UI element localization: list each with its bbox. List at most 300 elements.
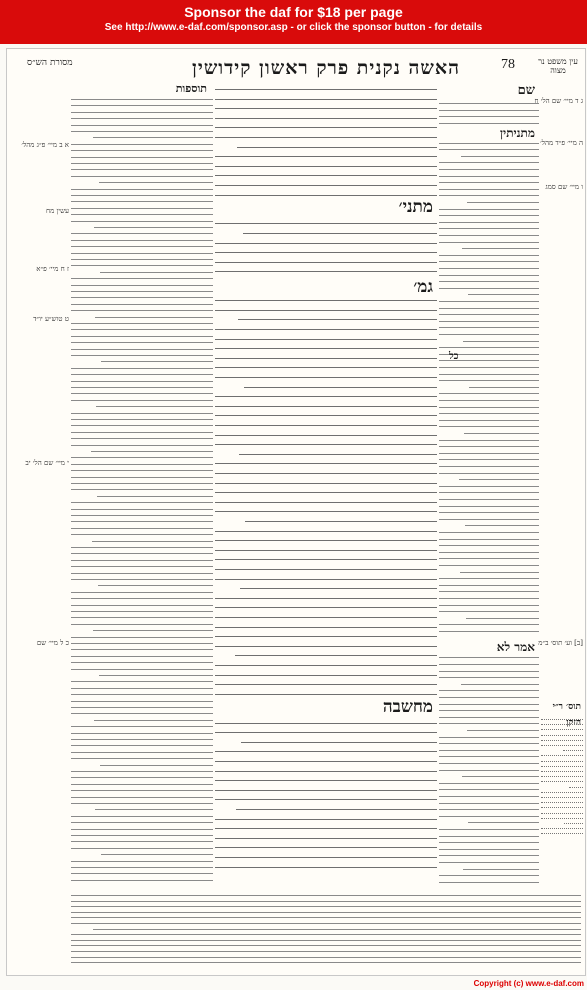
copyright-notice[interactable]: Copyright (c) www.e-daf.com (473, 979, 584, 988)
text-line (71, 547, 213, 548)
text-line (439, 116, 539, 117)
text-line (215, 367, 437, 368)
text-line (215, 137, 437, 138)
text-line (439, 261, 539, 262)
text-line (541, 761, 583, 762)
text-line (95, 317, 213, 318)
text-line (468, 822, 539, 823)
text-line (541, 797, 583, 798)
text-line (71, 246, 213, 247)
ein-mishpat-label: מסורת הש״ס (27, 58, 73, 68)
sponsor-title[interactable]: Sponsor the daf for $18 per page (184, 4, 403, 20)
text-line (439, 704, 539, 705)
text-line (541, 833, 583, 834)
text-line (439, 677, 539, 678)
text-line (439, 624, 539, 625)
text-line (215, 348, 437, 349)
text-line (439, 222, 539, 223)
text-line (215, 540, 437, 541)
text-line (215, 819, 437, 820)
text-line (215, 127, 437, 128)
sponsor-banner[interactable] (0, 0, 587, 44)
text-line (439, 321, 539, 322)
text-line (71, 560, 213, 561)
text-line (439, 268, 539, 269)
text-line (461, 156, 539, 157)
text-line (215, 694, 437, 695)
text-line (71, 901, 581, 902)
text-line (467, 202, 539, 203)
text-line (71, 169, 213, 170)
text-line (71, 688, 213, 689)
margin-note: כ ל מיי׳ שם (36, 639, 69, 647)
text-line (439, 710, 539, 711)
text-line (215, 358, 437, 359)
text-line (439, 492, 539, 493)
text-line (541, 792, 583, 793)
text-line (215, 444, 437, 445)
text-line (439, 426, 539, 427)
text-line (439, 552, 539, 553)
text-line (541, 745, 583, 746)
text-line (71, 803, 213, 804)
text-line (101, 854, 213, 855)
text-line (93, 630, 213, 631)
text-line (71, 342, 213, 343)
thought-heading: מחשבה (382, 697, 433, 717)
text-line (439, 380, 539, 381)
text-line (215, 857, 437, 858)
text-line (215, 175, 437, 176)
text-line (215, 761, 437, 762)
text-line (215, 780, 437, 781)
right-mishnah-heading: מתניתין (499, 126, 535, 140)
text-line (439, 539, 539, 540)
text-line (439, 486, 539, 487)
text-line (71, 502, 213, 503)
text-line (71, 195, 213, 196)
margin-note: ט טוש״ע יו״ד (33, 315, 69, 323)
text-line (541, 771, 583, 772)
text-line (439, 149, 539, 150)
text-line (541, 724, 583, 725)
text-line (439, 829, 539, 830)
text-line (98, 585, 213, 586)
text-line (215, 579, 437, 580)
text-line (215, 492, 437, 493)
text-line (71, 566, 213, 567)
text-line (541, 781, 583, 782)
text-line (541, 828, 583, 829)
text-line (71, 368, 213, 369)
text-line (439, 862, 539, 863)
text-line (71, 144, 213, 145)
text-line (71, 592, 213, 593)
text-line (71, 707, 213, 708)
text-line (439, 631, 539, 632)
text-line (71, 400, 213, 401)
text-line (215, 607, 437, 608)
text-line (71, 777, 213, 778)
text-line (241, 742, 437, 743)
text-line (71, 790, 213, 791)
text-line (71, 304, 213, 305)
text-line (71, 912, 581, 913)
text-line (71, 681, 213, 682)
text-line (71, 125, 213, 126)
rashi-heading: שם (517, 83, 535, 98)
text-line (439, 209, 539, 210)
text-line (215, 339, 437, 340)
text-line (215, 108, 437, 109)
text-line (71, 208, 213, 209)
text-line (71, 387, 213, 388)
text-line (564, 823, 583, 824)
text-line (439, 228, 539, 229)
text-line (215, 569, 437, 570)
text-line (215, 636, 437, 637)
text-line (71, 483, 213, 484)
text-line (215, 435, 437, 436)
text-line (215, 511, 437, 512)
text-line (240, 588, 437, 589)
text-line (71, 822, 213, 823)
text-line (71, 285, 213, 286)
text-line (245, 521, 437, 522)
text-line (439, 611, 539, 612)
text-line (439, 334, 539, 335)
text-line (459, 479, 539, 480)
text-line (99, 182, 213, 183)
text-line (439, 842, 539, 843)
text-line (462, 776, 539, 777)
text-line (71, 374, 213, 375)
text-line (215, 684, 437, 685)
text-line (71, 509, 213, 510)
right-margin-column (534, 79, 583, 839)
text-line (238, 319, 437, 320)
text-line (215, 751, 437, 752)
text-line (215, 396, 437, 397)
text-line (439, 697, 539, 698)
text-line (215, 89, 437, 90)
text-line (71, 253, 213, 254)
text-line (541, 807, 583, 808)
text-line (71, 457, 213, 458)
text-line (215, 531, 437, 532)
text-line (215, 118, 437, 119)
text-line (71, 771, 213, 772)
talmud-page (6, 48, 586, 976)
text-line (215, 166, 437, 167)
text-line (215, 463, 437, 464)
text-line (93, 137, 213, 138)
text-line (464, 433, 539, 434)
text-line (439, 215, 539, 216)
text-line (71, 917, 581, 918)
text-line (239, 454, 437, 455)
text-line (71, 758, 213, 759)
text-line (71, 579, 213, 580)
text-line (71, 381, 213, 382)
text-line (460, 572, 539, 573)
text-line (243, 233, 437, 234)
text-line (439, 743, 539, 744)
text-line (71, 489, 213, 490)
text-line (92, 541, 213, 542)
text-line (71, 221, 213, 222)
gemara-heading: גמ׳ (413, 277, 433, 297)
text-line (94, 720, 213, 721)
text-line (71, 784, 213, 785)
text-line (439, 519, 539, 520)
text-line (439, 849, 539, 850)
text-line (93, 929, 581, 930)
text-line (71, 637, 213, 638)
text-line (569, 787, 583, 788)
text-line (71, 598, 213, 599)
text-line (71, 515, 213, 516)
text-line (468, 294, 539, 295)
text-line (215, 790, 437, 791)
text-line (71, 393, 213, 394)
text-line (439, 532, 539, 533)
text-line (91, 451, 213, 452)
text-line (439, 314, 539, 315)
text-line (215, 675, 437, 676)
text-line (215, 627, 437, 628)
text-line (541, 813, 583, 814)
page-title: האשה נקנית פרק ראשון קידושין (192, 57, 461, 79)
text-line (71, 329, 213, 330)
text-line (541, 818, 583, 819)
text-line (439, 308, 539, 309)
text-line (71, 553, 213, 554)
text-line (439, 545, 539, 546)
text-line (439, 393, 539, 394)
text-line (541, 755, 583, 756)
text-line (439, 301, 539, 302)
text-line (236, 809, 437, 810)
text-line (469, 387, 539, 388)
text-line (439, 737, 539, 738)
text-line (439, 565, 539, 566)
text-line (215, 502, 437, 503)
text-line (439, 598, 539, 599)
text-line (439, 789, 539, 790)
text-line (439, 162, 539, 163)
text-line (215, 156, 437, 157)
text-line (439, 585, 539, 586)
text-line (215, 310, 437, 311)
text-line (71, 797, 213, 798)
text-line (439, 803, 539, 804)
text-line (101, 361, 213, 362)
text-line (215, 799, 437, 800)
text-line (215, 271, 437, 272)
text-line (463, 341, 539, 342)
text-line (215, 598, 437, 599)
kol-label: כל (449, 351, 459, 362)
text-line (439, 281, 539, 282)
text-line (71, 278, 213, 279)
text-line (71, 867, 213, 868)
text-line (439, 195, 539, 196)
text-line (439, 690, 539, 691)
text-line (215, 828, 437, 829)
text-line (71, 201, 213, 202)
text-line (71, 895, 581, 896)
text-line (439, 809, 539, 810)
text-line (71, 163, 213, 164)
text-line (71, 355, 213, 356)
margin-note: עשין מח (45, 207, 69, 215)
text-line (439, 123, 539, 124)
text-line (439, 420, 539, 421)
text-line (71, 662, 213, 663)
text-line (463, 869, 539, 870)
text-line (71, 752, 213, 753)
text-line (439, 855, 539, 856)
text-line (439, 783, 539, 784)
text-line (71, 470, 213, 471)
text-line (439, 103, 539, 104)
mishnah-heading: מתני׳ (398, 197, 433, 217)
text-line (71, 528, 213, 529)
text-line (71, 617, 213, 618)
text-line (215, 473, 437, 474)
text-line (466, 618, 539, 619)
text-line (215, 847, 437, 848)
text-line (71, 176, 213, 177)
text-line (71, 739, 213, 740)
text-line (439, 288, 539, 289)
text-line (439, 796, 539, 797)
text-line (94, 227, 213, 228)
tosafot-column (71, 79, 213, 889)
text-line (439, 440, 539, 441)
text-line (215, 617, 437, 618)
text-line (71, 873, 213, 874)
tosafot-heading: תוספות (175, 82, 207, 95)
text-line (215, 867, 437, 868)
text-line (71, 150, 213, 151)
margin-note: [ב] וע׳ תוס׳ ב״מ (538, 639, 583, 647)
text-line (439, 770, 539, 771)
text-line (215, 559, 437, 560)
text-line (71, 940, 581, 941)
text-line (71, 611, 213, 612)
margin-note: ו מיי׳ שם סמג (545, 183, 583, 191)
text-line (439, 578, 539, 579)
text-line (465, 525, 539, 526)
text-line (439, 717, 539, 718)
text-line (71, 643, 213, 644)
text-line (71, 157, 213, 158)
text-line (462, 248, 539, 249)
text-line (71, 861, 213, 862)
text-line (541, 719, 583, 720)
right-margin-label: עין משפט נר מצוה (538, 57, 578, 75)
text-line (71, 605, 213, 606)
text-line (439, 605, 539, 606)
text-line (215, 195, 437, 196)
text-line (215, 377, 437, 378)
page-number: 78 (501, 57, 515, 72)
text-line (439, 143, 539, 144)
text-line (215, 732, 437, 733)
text-line (215, 99, 437, 100)
text-line (215, 329, 437, 330)
text-line (71, 432, 213, 433)
text-line (71, 951, 581, 952)
text-line (71, 189, 213, 190)
text-line (439, 750, 539, 751)
text-line (71, 323, 213, 324)
text-line (215, 185, 437, 186)
text-line (467, 730, 539, 731)
text-line (439, 374, 539, 375)
text-line (100, 272, 213, 273)
text-line (439, 400, 539, 401)
text-line (439, 242, 539, 243)
text-line (71, 841, 213, 842)
text-line (95, 809, 213, 810)
footnotes-block (71, 891, 581, 971)
text-line (215, 262, 437, 263)
text-line (439, 189, 539, 190)
text-line (439, 763, 539, 764)
text-line (71, 880, 213, 881)
text-line (71, 310, 213, 311)
text-line (439, 367, 539, 368)
text-line (439, 756, 539, 757)
gemara-column (215, 79, 437, 879)
margin-note: ג ד מיי׳ שם הל׳ ח (534, 97, 583, 105)
text-line (71, 233, 213, 234)
text-line (71, 438, 213, 439)
text-line (215, 300, 437, 301)
text-line (71, 733, 213, 734)
text-line (439, 882, 539, 883)
text-line (439, 671, 539, 672)
text-line (71, 265, 213, 266)
text-line (439, 453, 539, 454)
text-line (439, 499, 539, 500)
text-line (71, 745, 213, 746)
text-line (439, 235, 539, 236)
text-line (71, 477, 213, 478)
sponsor-link[interactable]: See http://www.e-daf.com/sponsor.asp - or click the sponsor button - for details (104, 22, 483, 33)
text-line (439, 836, 539, 837)
text-line (439, 473, 539, 474)
text-line (71, 105, 213, 106)
rashi-column (439, 79, 539, 889)
text-line (71, 906, 581, 907)
text-line (439, 446, 539, 447)
text-line (215, 483, 437, 484)
text-line (71, 656, 213, 657)
text-line (71, 214, 213, 215)
text-line (563, 750, 583, 751)
text-line (71, 649, 213, 650)
text-line (439, 591, 539, 592)
text-line (71, 349, 213, 350)
text-line (439, 558, 539, 559)
text-line (71, 945, 581, 946)
margin-note: י מיי׳ שם הל׳ יב (25, 459, 69, 467)
text-line (71, 957, 581, 958)
